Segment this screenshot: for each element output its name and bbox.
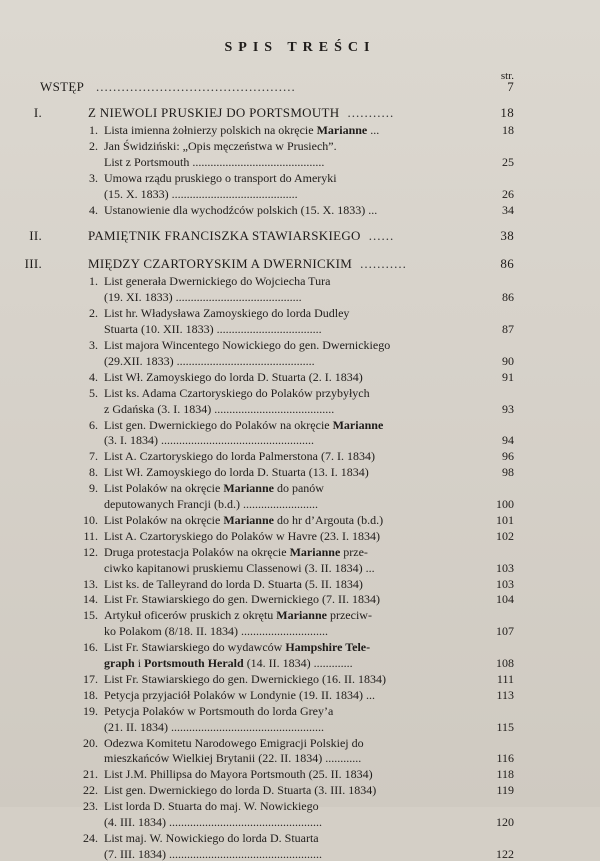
item-number: 19. bbox=[83, 703, 98, 718]
item-number: 11. bbox=[83, 528, 98, 543]
toc-item bbox=[0, 171, 600, 185]
item-text: List ks. Adama Czartoryskiego do Polaków przybyłych bbox=[104, 385, 370, 400]
toc-item-continuation bbox=[0, 187, 600, 201]
item-number: 15. bbox=[83, 608, 98, 623]
item-text: (19. XI. 1833) .......................................... bbox=[104, 290, 302, 305]
item-text: List z Portsmouth ............................................ bbox=[104, 154, 325, 169]
item-text: (29.XII. 1833) .............................................. bbox=[104, 353, 315, 368]
toc-item bbox=[0, 783, 600, 797]
item-text: List gen. Dwernickiego do Polaków na okręcie Marianne bbox=[104, 417, 384, 432]
item-page-number: 93 bbox=[502, 401, 514, 416]
item-number: 2. bbox=[89, 306, 98, 321]
item-page-number: 91 bbox=[502, 369, 514, 384]
item-number: 8. bbox=[89, 465, 98, 480]
chapter-numeral: I. bbox=[33, 105, 42, 120]
toc-item bbox=[0, 386, 600, 400]
toc-item bbox=[0, 370, 600, 384]
item-number: 3. bbox=[89, 170, 98, 185]
item-text: List Wł. Zamoyskiego do lorda D. Stuarta (2. I. 1834) bbox=[104, 369, 363, 384]
item-number: 1. bbox=[89, 123, 98, 137]
item-page-number: 118 bbox=[496, 767, 514, 782]
chapter-dots: ........... bbox=[360, 256, 407, 272]
item-page-number: 18 bbox=[502, 123, 514, 137]
chapter-title: PAMIĘTNIK FRANCISZKA STAWIARSKIEGO bbox=[88, 228, 361, 244]
toc-item-continuation bbox=[0, 354, 600, 368]
item-text: (7. III. 1834) ................................................... bbox=[104, 846, 322, 861]
item-text: List Polaków na okręcie Marianne do panów bbox=[104, 481, 324, 496]
item-number: 6. bbox=[89, 417, 98, 432]
toc-item bbox=[0, 688, 600, 702]
ship-name-bold: Marianne bbox=[223, 481, 274, 496]
ship-name-bold: Marianne bbox=[276, 608, 327, 623]
toc-item bbox=[0, 592, 600, 606]
toc-item-continuation bbox=[0, 402, 600, 416]
toc-item bbox=[0, 449, 600, 463]
item-text: mieszkańców Wielkiej Brytanii (22. II. 1834) ............ bbox=[104, 751, 362, 766]
toc-item-continuation bbox=[0, 433, 600, 447]
ship-name-bold: graph bbox=[104, 656, 135, 670]
item-page-number: 25 bbox=[502, 154, 514, 169]
item-text: List Fr. Stawiarskiego do gen. Dwernickiego (7. II. 1834) bbox=[104, 592, 380, 607]
toc-item-continuation bbox=[0, 720, 600, 734]
ship-name-bold: Marianne bbox=[332, 417, 384, 432]
item-number: 4. bbox=[89, 202, 98, 217]
toc-item-continuation bbox=[0, 497, 600, 511]
toc-item bbox=[0, 338, 600, 352]
chapter-dots: ...... bbox=[368, 228, 395, 244]
item-text: z Gdańska (3. I. 1834) ........................................ bbox=[104, 401, 335, 416]
entry-title: WSTĘP bbox=[40, 79, 85, 94]
item-number: 20. bbox=[83, 735, 98, 750]
item-text: List lorda D. Stuarta do maj. W. Nowickiego bbox=[104, 799, 319, 814]
item-text: List generała Dwernickiego do Wojciecha Tura bbox=[104, 274, 331, 289]
item-page-number: 107 bbox=[496, 624, 514, 639]
entry-dots: ............................................... bbox=[96, 79, 296, 94]
item-text: List Wł. Zamoyskiego do lorda D. Stuarta (13. I. 1834) bbox=[104, 465, 369, 480]
item-number: 16. bbox=[83, 640, 98, 655]
toc-item bbox=[0, 608, 600, 622]
item-number: 1. bbox=[89, 274, 98, 289]
item-text: List Polaków na okręcie Marianne do hr d’Argouta (b.d.) bbox=[104, 512, 384, 527]
item-text: Artykuł oficerów pruskich z okrętu Marianne przeciw- bbox=[104, 608, 372, 623]
chapter-dots: ........... bbox=[347, 105, 395, 120]
item-text: Lista imienna żołnierzy polskich na okręcie Marianne ... bbox=[104, 123, 380, 137]
item-page-number: 34 bbox=[502, 202, 514, 217]
toc-entry-wstep bbox=[0, 80, 600, 94]
item-text: (3. I. 1834) ................................................... bbox=[104, 433, 314, 448]
item-number: 7. bbox=[89, 449, 98, 464]
toc-chapter-1 bbox=[0, 106, 600, 120]
toc-item bbox=[0, 736, 600, 750]
toc-item bbox=[0, 465, 600, 479]
item-page-number: 122 bbox=[496, 846, 514, 861]
chapter-title: MIĘDZY CZARTORYSKIM A DWERNICKIM bbox=[88, 256, 353, 272]
toc-item bbox=[0, 139, 600, 153]
item-page-number: 96 bbox=[502, 449, 514, 464]
item-text: (21. II. 1834) ................................................... bbox=[104, 719, 324, 734]
item-number: 10. bbox=[83, 512, 98, 527]
item-page-number: 26 bbox=[502, 186, 514, 201]
item-page-number: 100 bbox=[496, 497, 514, 511]
item-text: ciwko kapitanowi pruskiemu Classenowi (3. II. 1834) ... bbox=[104, 560, 375, 575]
toc-item bbox=[0, 640, 600, 654]
item-text: deputowanych Francji (b.d.) ......................... bbox=[104, 497, 318, 511]
toc-item bbox=[0, 203, 600, 217]
toc-item bbox=[0, 672, 600, 686]
toc-item bbox=[0, 481, 600, 495]
item-text: (15. X. 1833) .......................................... bbox=[104, 186, 298, 201]
toc-item-continuation bbox=[0, 322, 600, 336]
item-text: List A. Czartoryskiego do Polaków w Havre (23. I. 1834) bbox=[104, 528, 380, 543]
item-page-number: 87 bbox=[502, 322, 514, 337]
item-text: Petycja przyjaciół Polaków w Londynie (19. II. 1834) ... bbox=[104, 687, 375, 702]
item-number: 3. bbox=[89, 338, 98, 352]
toc-item bbox=[0, 418, 600, 432]
item-text: List hr. Władysława Zamoyskiego do lorda Dudley bbox=[104, 306, 350, 321]
item-page-number: 115 bbox=[496, 719, 514, 734]
toc-item bbox=[0, 529, 600, 543]
toc-item-continuation bbox=[0, 751, 600, 765]
toc-item-continuation bbox=[0, 561, 600, 575]
chapter-page-number: 38 bbox=[500, 228, 514, 244]
ship-name-bold: Marianne bbox=[316, 123, 368, 137]
toc-item-continuation bbox=[0, 815, 600, 829]
chapter-title: Z NIEWOLI PRUSKIEJ DO PORTSMOUTH bbox=[88, 105, 340, 120]
item-text: Petycja Polaków w Portsmouth do lorda Grey’a bbox=[104, 703, 334, 718]
item-number: 5. bbox=[89, 385, 98, 400]
chapter-page-number: 86 bbox=[500, 256, 514, 272]
item-number: 4. bbox=[89, 369, 98, 384]
toc-item bbox=[0, 799, 600, 813]
item-page-number: 101 bbox=[496, 512, 514, 527]
toc-item bbox=[0, 704, 600, 718]
toc-item bbox=[0, 513, 600, 527]
toc-item bbox=[0, 274, 600, 288]
toc-item bbox=[0, 545, 600, 559]
toc-item-continuation bbox=[0, 624, 600, 638]
page-title: SPIS TREŚCI bbox=[224, 40, 376, 55]
item-page-number: 104 bbox=[496, 592, 514, 607]
ship-name-bold: Hampshire Tele- bbox=[285, 640, 371, 655]
item-number: 9. bbox=[89, 481, 98, 496]
item-text: List Fr. Stawiarskiego do gen. Dwernickiego (16. II. 1834) bbox=[104, 671, 386, 686]
ship-name-bold: Marianne bbox=[223, 512, 274, 527]
item-page-number: 102 bbox=[496, 528, 514, 543]
ship-name-bold: Portsmouth Herald bbox=[144, 656, 244, 670]
item-page-number: 111 bbox=[496, 671, 514, 686]
item-text: List J.M. Phillipsa do Mayora Portsmouth (25. II. 1834) bbox=[104, 767, 373, 782]
toc-item-continuation bbox=[0, 155, 600, 169]
item-text: Stuarta (10. XII. 1833) ................................... bbox=[104, 322, 322, 337]
item-page-number: 108 bbox=[496, 656, 514, 670]
item-text: Odezwa Komitetu Narodowego Emigracji Polskiej do bbox=[104, 735, 364, 750]
item-text: (4. III. 1834) ................................................... bbox=[104, 815, 322, 829]
toc-item bbox=[0, 577, 600, 591]
item-number: 12. bbox=[83, 544, 98, 559]
item-page-number: 119 bbox=[496, 783, 514, 798]
item-number: 13. bbox=[83, 576, 98, 591]
toc-item-continuation bbox=[0, 656, 600, 670]
item-page-number: 116 bbox=[496, 751, 514, 766]
toc-item bbox=[0, 767, 600, 781]
item-text: Ustanowienie dla wychodźców polskich (15. X. 1833) ... bbox=[104, 202, 378, 217]
item-page-number: 94 bbox=[502, 433, 514, 448]
item-number: 2. bbox=[89, 138, 98, 153]
item-text: List gen. Dwernickiego do lorda D. Stuarta (3. III. 1834) bbox=[104, 783, 377, 798]
page-column-label: str. bbox=[500, 70, 514, 82]
item-text: List ks. de Talleyrand do lorda D. Stuarta (5. II. 1834) bbox=[104, 576, 363, 591]
item-text: Umowa rządu pruskiego o transport do Ameryki bbox=[104, 170, 337, 185]
toc-chapter-2 bbox=[0, 229, 600, 243]
item-text: List A. Czartoryskiego do lorda Palmerstona (7. I. 1834) bbox=[104, 449, 375, 464]
item-text: Jan Świdziński: „Opis męczeństwa w Prusiech”. bbox=[104, 138, 337, 153]
toc-item-continuation bbox=[0, 290, 600, 304]
item-page-number: 98 bbox=[502, 465, 514, 480]
item-page-number: 90 bbox=[502, 353, 514, 368]
entry-page-number: 7 bbox=[507, 79, 514, 94]
item-text: List Fr. Stawiarskiego do wydawców Hampshire Tele- bbox=[104, 640, 371, 655]
toc-item bbox=[0, 831, 600, 845]
toc-chapter-3 bbox=[0, 257, 600, 271]
item-page-number: 120 bbox=[496, 815, 514, 829]
item-number: 14. bbox=[83, 592, 98, 607]
item-text: ko Polakom (8/18. II. 1834) ............................. bbox=[104, 624, 328, 639]
item-page-number: 103 bbox=[496, 576, 514, 591]
ship-name-bold: Marianne bbox=[289, 544, 341, 559]
item-text: List maj. W. Nowickiego do lorda D. Stuarta bbox=[104, 830, 319, 845]
toc-item bbox=[0, 123, 600, 137]
item-text: List majora Wincentego Nowickiego do gen. Dwernickiego bbox=[104, 338, 391, 352]
item-page-number: 86 bbox=[502, 290, 514, 305]
toc-item-continuation bbox=[0, 847, 600, 861]
item-number: 23. bbox=[83, 799, 98, 814]
toc-item bbox=[0, 306, 600, 320]
item-number: 17. bbox=[83, 671, 98, 686]
chapter-numeral: III. bbox=[24, 256, 42, 272]
item-number: 24. bbox=[83, 830, 98, 845]
item-number: 18. bbox=[83, 687, 98, 702]
item-number: 21. bbox=[83, 767, 98, 782]
chapter-page-number: 18 bbox=[500, 105, 514, 120]
item-text: graph i Portsmouth Herald (14. II. 1834) ............. bbox=[104, 656, 353, 670]
item-number: 22. bbox=[83, 783, 98, 798]
item-page-number: 113 bbox=[496, 687, 514, 702]
item-text: Druga protestacja Polaków na okręcie Marianne prze- bbox=[104, 544, 368, 559]
item-page-number: 103 bbox=[496, 560, 514, 575]
chapter-numeral: II. bbox=[29, 228, 42, 244]
